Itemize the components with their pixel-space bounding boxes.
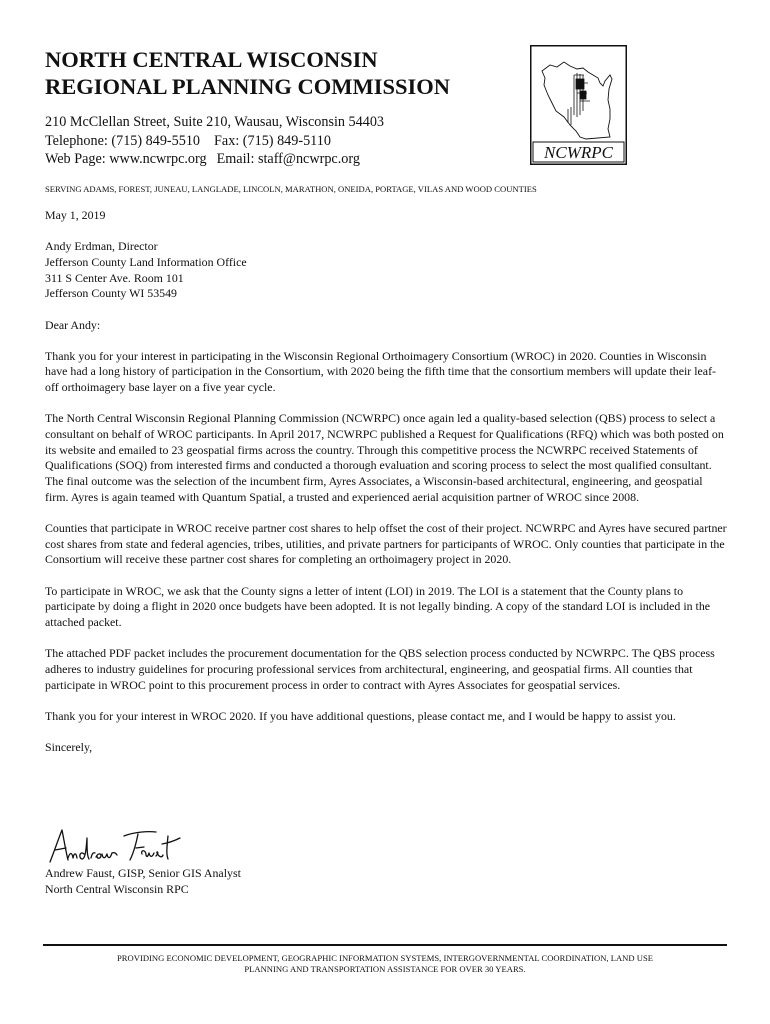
recipient-address <box>45 239 729 302</box>
footer-line-2: PLANNING AND TRANSPORTATION ASSISTANCE FOR OVER 30 YEARS. <box>244 964 526 974</box>
serving-counties: SERVING ADAMS, FOREST, JUNEAU, LANGLADE, LINCOLN, MARATHON, ONEIDA, PORTAGE, VILAS AND WOOD COUNTIES <box>45 184 537 194</box>
paragraph: Counties that participate in WROC receive partner cost shares to help offset the cost of their project. NCWRPC and Ayres have secured partner cost shares from state and federal agencies, tribes, utilities, and private partners for participants of WROC. Only counties that participate in the Consortium will receive these partner cost shares for completing an orthoimagery project in 2020. <box>45 521 727 567</box>
paragraph: The North Central Wisconsin Regional Planning Commission (NCWRPC) once again led a quality-based selection (QBS) process to select a consultant on behalf of WROC participants. In April 2017, NCWRPC published a Request for Qualifications (RFQ) which was both posted on its website and emailed to 23 geospatial firms across the country. Through this competitive process the NCWRPC received Statements of Qualifications (SOQ) from interested firms and conducted a thorough evaluation and scoring process to select the most qualified consultant. The final outcome was the selection of the incumbent firm, Ayres Associates, a Wisconsin-based architectural, engineering, and geospatial firm. Ayres is again teamed with Quantum Spatial, a trusted and experienced aerial acquisition partner of WROC since 2008. <box>45 411 724 504</box>
salutation: Dear Andy: <box>45 317 101 332</box>
signer-name: Andrew Faust, GISP, Senior GIS Analyst <box>45 866 241 880</box>
telephone: Telephone: (715) 849-5510 <box>45 132 201 149</box>
logo-label: NCWRPC <box>544 143 613 162</box>
fax: Fax: (715) 849-5110 <box>214 132 331 149</box>
contact-block <box>45 113 384 169</box>
closing: Sincerely, <box>45 740 93 755</box>
paragraph: To participate in WROC, we ask that the County signs a letter of intent (LOI) in 2019. The LOI is a statement that the County plans to participate by doing a flight in 2020 once budgets have been adopted. It is not legally binding. A copy of the standard LOI is included in the attached packet. <box>45 583 711 630</box>
paragraph: Thank you for your interest in participating in the Wisconsin Regional Orthoimagery Consortium (WROC) in 2020. Counties in Wisconsin have had a long history of participation in the Consortium, with 2020 being the fifth time that the consortium members will update their leaf-off orthoimagery base layer on a five year cycle. <box>45 348 717 395</box>
web-page: Web Page: www.ncwrpc.org <box>45 151 207 167</box>
recipient-line: Andy Erdman, Director <box>45 239 158 254</box>
letter-body <box>45 208 729 771</box>
signature-block <box>45 866 241 897</box>
recipient-line: 311 S Center Ave. Room 101 <box>45 270 184 285</box>
footer-line-1: PROVIDING ECONOMIC DEVELOPMENT, GEOGRAPHIC INFORMATION SYSTEMS, INTERGOVERNMENTAL COORDINATION, LAND USE <box>117 953 653 963</box>
phone-fax-line <box>45 132 384 151</box>
letter-date: May 1, 2019 <box>45 208 106 222</box>
email: Email: staff@ncwrpc.org <box>216 151 360 167</box>
footer-divider <box>43 944 727 946</box>
signer-organization: North Central Wisconsin RPC <box>45 881 189 896</box>
paragraph: The attached PDF packet includes the procurement documentation for the QBS selection process conducted by NCWRPC. The QBS process adheres to industry guidelines for procuring professional services from architectural, engineering, and geospatial firms. All counties that participate in WROC point to this procurement process in order to contract with Ayres Associates for geospatial services. <box>45 646 715 692</box>
recipient-line: Jefferson County Land Information Office <box>45 254 247 269</box>
org-title-line-2: REGIONAL PLANNING COMMISSION <box>45 74 451 99</box>
footer <box>60 953 710 975</box>
ncwrpc-logo <box>530 45 627 165</box>
org-address: 210 McClellan Street, Suite 210, Wausau, Wisconsin 54403 <box>45 114 385 130</box>
paragraph: Thank you for your interest in WROC 2020. If you have additional questions, please contact me, and I would be happy to assist you. <box>45 708 676 723</box>
handwritten-signature <box>44 822 184 870</box>
recipient-line: Jefferson County WI 53549 <box>45 286 177 301</box>
organization-title <box>45 46 515 100</box>
org-title-line-1: NORTH CENTRAL WISCONSIN <box>45 47 378 72</box>
web-email-line <box>45 150 384 169</box>
